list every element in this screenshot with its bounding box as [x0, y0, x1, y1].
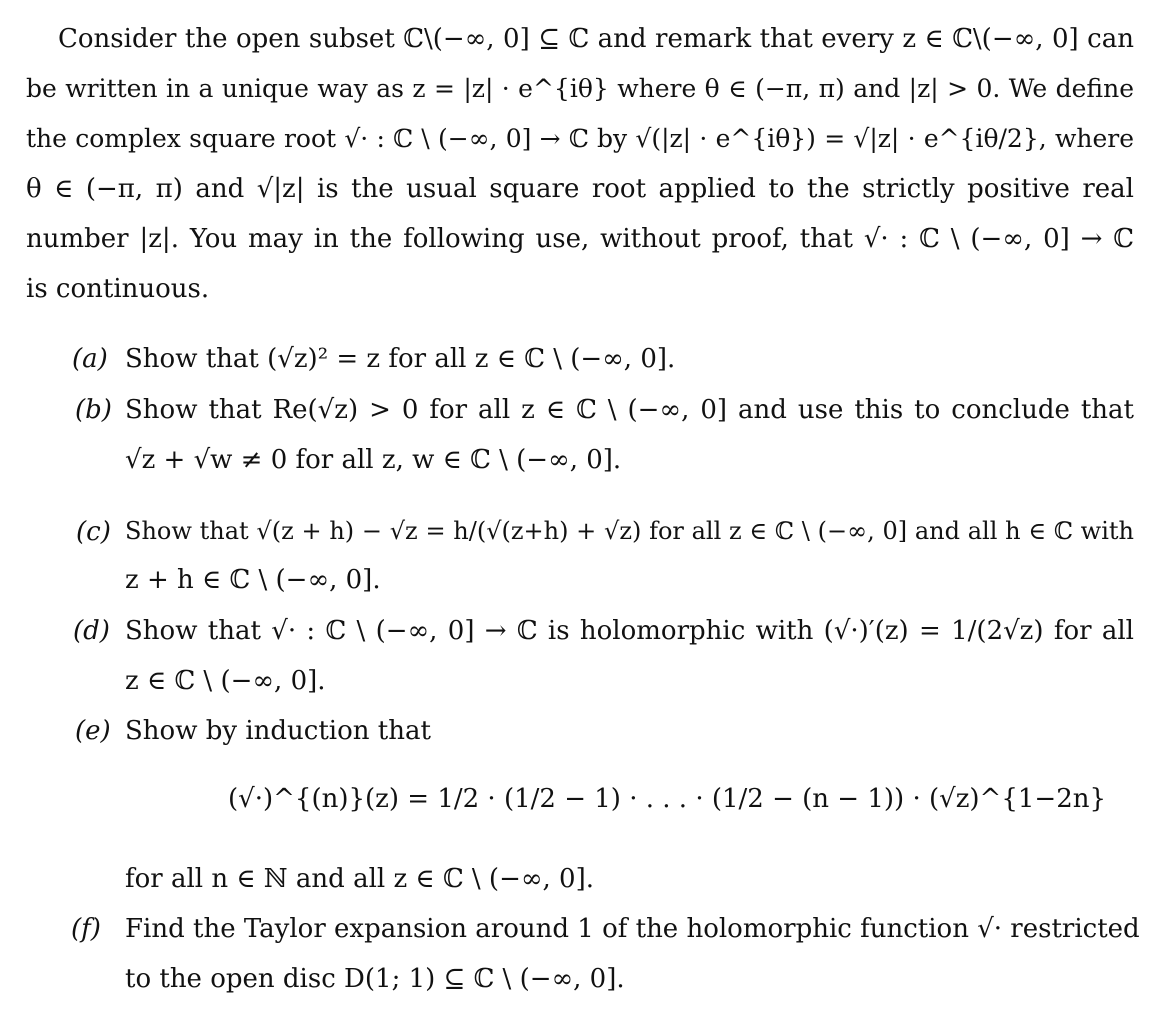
intro-line-1: Consider the open subset ℂ\(−∞, 0] ⊆ ℂ and remark that every z ∈ ℂ\(−∞, 0] can: [58, 24, 1134, 54]
item-d-line-2: z ∈ ℂ \ (−∞, 0].: [125, 666, 326, 696]
item-c-line-1: Show that √(z + h) − √z = h/(√(z+h) + √z) for all z ∈ ℂ \ (−∞, 0] and all h ∈ ℂ with: [125, 517, 1134, 545]
item-a-line-1: Show that (√z)² = z for all z ∈ ℂ \ (−∞, 0].: [125, 344, 676, 374]
item-e-label: (e): [75, 716, 111, 746]
intro-line-2: be written in a unique way as z = |z| · e^{iθ} where θ ∈ (−π, π) and |z| > 0. We define: [26, 74, 1134, 103]
intro-line-3: the complex square root √· : ℂ \ (−∞, 0] → ℂ by √(|z| · e^{iθ}) = √|z| · e^{iθ/2}, where: [26, 124, 1134, 153]
item-c-line-2: z + h ∈ ℂ \ (−∞, 0].: [125, 565, 381, 595]
intro-line-6: is continuous.: [26, 274, 210, 304]
item-e-line-3: for all n ∈ ℕ and all z ∈ ℂ \ (−∞, 0].: [125, 864, 594, 894]
item-f-label: (f): [71, 914, 101, 944]
item-d-label: (d): [73, 616, 110, 646]
item-e-display-formula: (√·)^{(n)}(z) = 1/2 · (1/2 − 1) · . . . · (1/2 − (n − 1)) · (√z)^{1−2n}: [228, 784, 1107, 814]
item-b-line-2: √z + √w ≠ 0 for all z, w ∈ ℂ \ (−∞, 0].: [125, 445, 622, 475]
intro-line-4: θ ∈ (−π, π) and √|z| is the usual square root applied to the strictly positive real: [26, 174, 1134, 204]
item-f-line-2: to the open disc D(1; 1) ⊆ ℂ \ (−∞, 0].: [125, 964, 625, 994]
item-d-line-1: Show that √· : ℂ \ (−∞, 0] → ℂ is holomorphic with (√·)′(z) = 1/(2√z) for all: [125, 616, 1134, 646]
item-c-label: (c): [76, 517, 111, 547]
intro-line-5: number |z|. You may in the following use, without proof, that √· : ℂ \ (−∞, 0] → ℂ: [26, 224, 1134, 254]
item-e-line-1: Show by induction that: [125, 716, 431, 746]
item-f-line-1: Find the Taylor expansion around 1 of the holomorphic function √· restricted: [125, 914, 1140, 944]
item-b-label: (b): [75, 395, 112, 425]
item-b-line-1: Show that Re(√z) > 0 for all z ∈ ℂ \ (−∞, 0] and use this to conclude that: [125, 395, 1134, 425]
item-a-label: (a): [72, 344, 108, 374]
